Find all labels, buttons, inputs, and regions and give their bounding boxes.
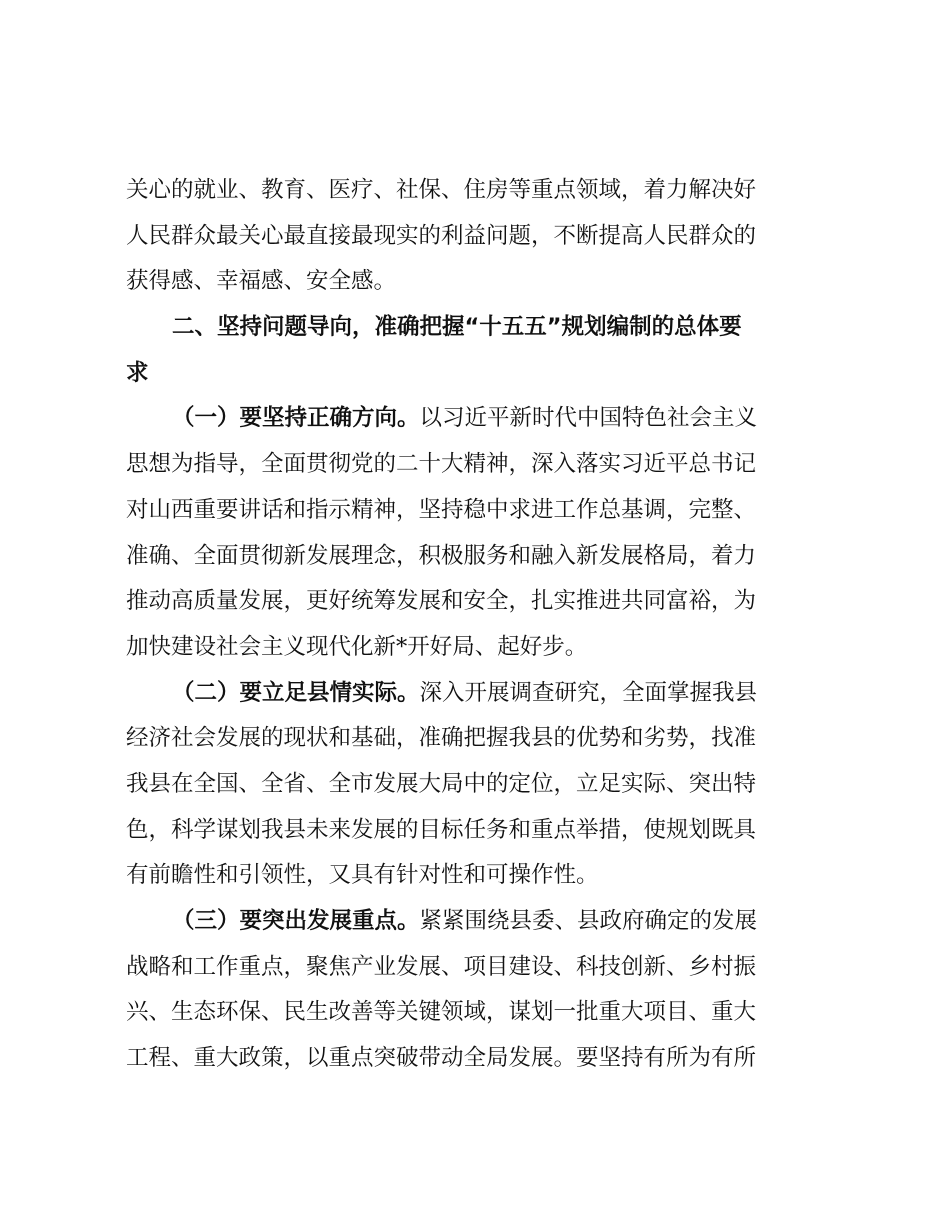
text-line: 获得感、幸福感、安全感。 [126,268,397,295]
text-line: 准确、全面贯彻新发展理念，积极服务和融入新发展格局，着力 [126,542,757,569]
text-line: 我县在全国、全省、全市发展大局中的定位，立足实际、突出特 [126,770,757,797]
document-body [126,168,826,1082]
item-2-lead: （二）要立足县情实际。 [172,679,420,706]
item-3-paragraph [126,899,826,1082]
item-first-line [126,899,826,945]
text-line: 经济社会发展的现状和基础，准确把握我县的优势和劣势，找准 [126,725,757,752]
section-heading [126,305,826,396]
text-line: 加快建设社会主义现代化新*开好局、起好步。 [126,633,588,660]
item-3-first-rest: 紧紧围绕县委、县政府确定的发展 [419,908,758,934]
item-1-lead: （一）要坚持正确方向。 [172,405,420,432]
text-line: 对山西重要讲话和指示精神，坚持稳中求进工作总基调，完整、 [126,496,757,523]
text-line: 思想为指导，全面贯彻党的二十大精神，深入落实习近平总书记 [126,451,757,478]
item-2-paragraph [126,671,826,899]
item-1-paragraph [126,396,826,670]
heading-line: 二、坚持问题导向，准确把握“十五五”规划编制的总体要 [172,314,742,341]
item-first-line [126,396,826,442]
item-first-line [126,671,826,717]
text-line: 推动高质量发展，更好统筹发展和安全，扎实推进共同富裕，为 [126,588,757,615]
item-3-lead: （三）要突出发展重点。 [172,908,420,934]
text-line: 兴、生态环保、民生改善等关键领域，谋划一批重大项目、重大 [126,999,757,1026]
text-line: 色，科学谋划我县未来发展的目标任务和重点举措，使规划既具 [126,816,757,843]
text-line: 工程、重大政策，以重点突破带动全局发展。要坚持有所为有所 [126,1045,757,1072]
paragraph-intro [126,168,826,305]
text-line: 关心的就业、教育、医疗、社保、住房等重点领域，着力解决好 [126,177,757,203]
item-1-first-rest: 以习近平新时代中国特色社会主义 [419,405,758,432]
text-line: 战略和工作重点，聚焦产业发展、项目建设、科技创新、乡村振 [126,953,757,980]
item-2-first-rest: 深入开展调查研究，全面掌握我县 [419,679,758,706]
heading-line: 求 [126,359,149,386]
text-line: 人民群众最关心最直接最现实的利益问题，不断提高人民群众的 [126,222,757,249]
text-line: 有前瞻性和引领性，又具有针对性和可操作性。 [126,862,599,889]
